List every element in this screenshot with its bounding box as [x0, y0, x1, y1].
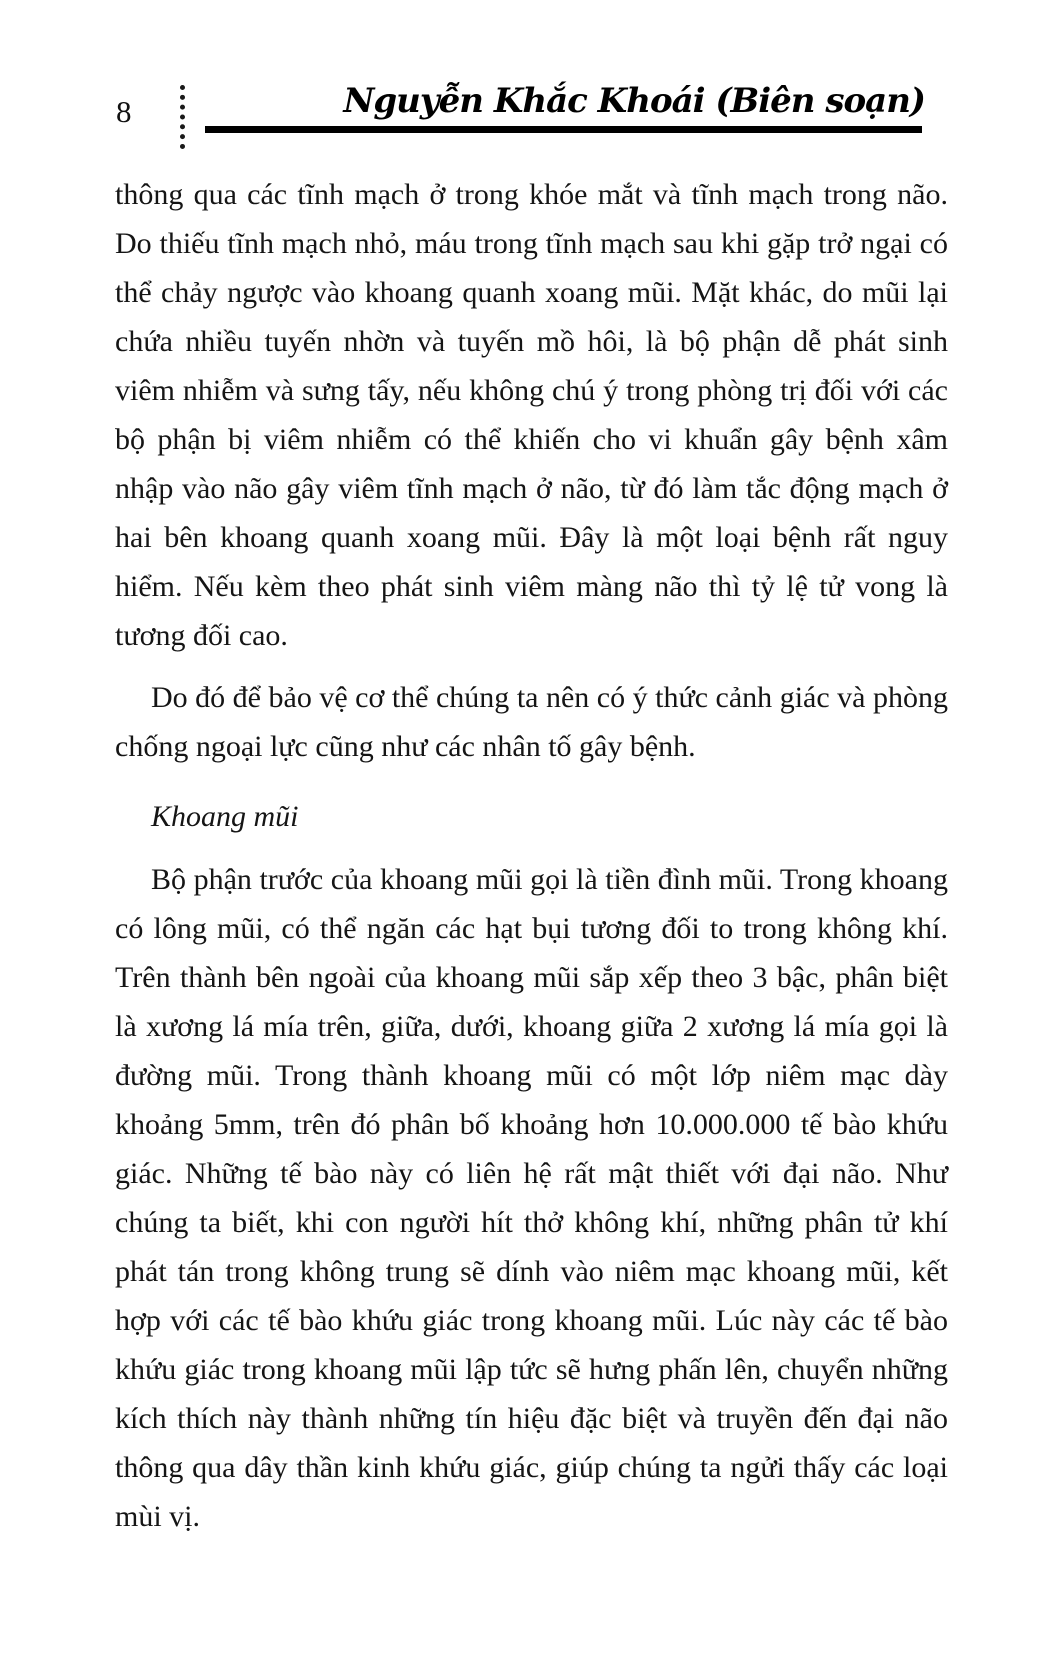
paragraph: Do đó để bảo vệ cơ thể chúng ta nên có ý thức cảnh giác và phòng chống ngoại lực cũng như các nhân tố gây bệnh. — [115, 681, 948, 763]
paragraph: thông qua các tĩnh mạch ở trong khóe mắt và tĩnh mạch trong não. Do thiếu tĩnh mạch nhỏ, máu trong tĩnh mạch sau khi gặp trở ngại có thể chảy ngược vào khoang quanh xoang mũi. Mặt khác, do mũi lại chứa nhiều tuyến nhờn và tuyến mồ hôi, là bộ phận dễ phát sinh viêm nhiễm và sưng tấy, nếu không chú ý trong phòng trị đối với các bộ phận bị viêm nhiễm có thể khiến cho vi khuẩn gây bệnh xâm nhập vào não gây viêm tĩnh mạch ở não, từ đó làm tắc động mạch ở hai bên khoang quanh xoang mũi. Đây là một loại bệnh rất nguy hiểm. Nếu kèm theo phát sinh viêm màng não thì tỷ lệ tử vong là tương đối cao. — [115, 178, 948, 652]
section-heading: Khoang mũi — [151, 800, 299, 833]
page-number: 8 — [116, 94, 132, 129]
dotted-ornament-icon — [180, 85, 185, 149]
page-body — [115, 170, 948, 1541]
running-header-author: Nguyễn Khắc Khoái (Biên soạn) — [343, 81, 925, 121]
paragraph: Bộ phận trước của khoang mũi gọi là tiền đình mũi. Trong khoang có lông mũi, có thể ngăn các hạt bụi tương đối to trong không khí. Trên thành bên ngoài của khoang mũi sắp xếp theo 3 bậc, phân biệt là xương lá mía trên, giữa, dưới, khoang giữa 2 xương lá mía gọi là đường mũi. Trong thành khoang mũi có một lớp niêm mạc dày khoảng 5mm, trên đó phân bố khoảng hơn 10.000.000 tế bào khứu giác. Những tế bào này có liên hệ rất mật thiết với đại não. Như chúng ta biết, khi con người hít thở không khí, những phân tử khí phát tán trong không trung sẽ dính vào niêm mạc khoang mũi, kết hợp với các tế bào khứu giác trong khoang mũi. Lúc này các tế bào khứu giác trong khoang mũi lập tức sẽ hưng phấn lên, chuyển những kích thích này thành những tín hiệu đặc biệt và truyền đến đại não thông qua dây thần kinh khứu giác, giúp chúng ta ngửi thấy các loại mùi vị. — [115, 863, 948, 1533]
header-rule — [205, 126, 922, 133]
